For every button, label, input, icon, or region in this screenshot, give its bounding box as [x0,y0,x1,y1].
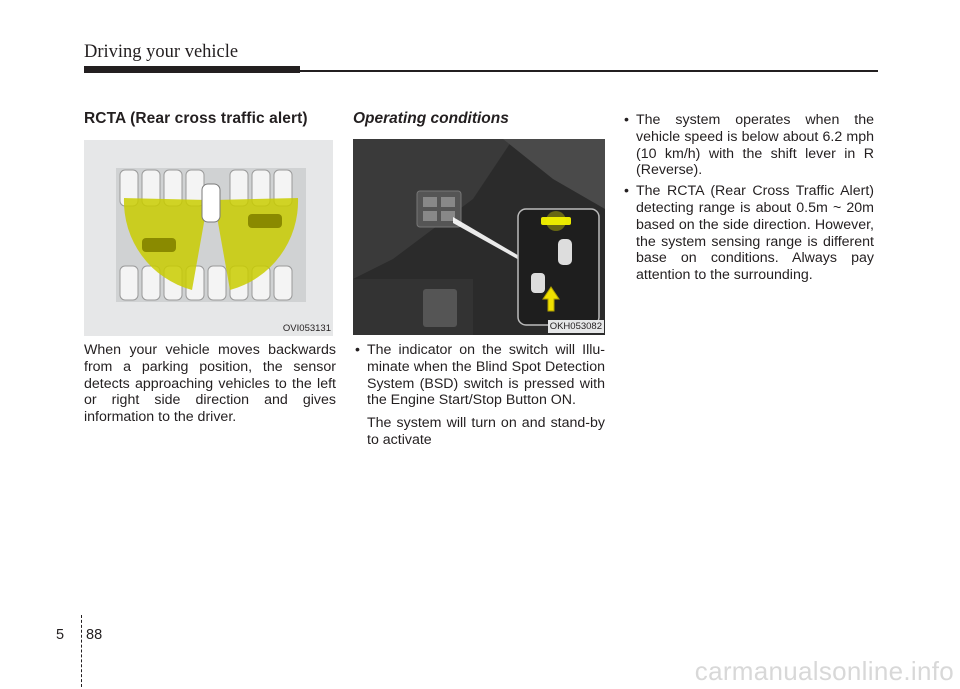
approaching-car-left [142,238,176,252]
parking-lot-illustration [84,140,333,336]
dashboard-illustration [353,139,605,335]
approaching-car-right [248,214,282,228]
column-1 [84,108,336,128]
pedal [423,289,457,327]
operating-conditions-heading: Operating conditions [353,110,509,127]
rcta-heading: RCTA (Rear cross traffic alert) [84,110,308,127]
rcta-parking-figure [84,140,333,336]
page-number: 88 [86,627,103,643]
indicator-bullet: • The indicator on the switch will Illu-minate when the Blind Spot Detection System (BSD) switch is pressed with the Engine Start/Stop Button ON. [353,342,605,409]
column-1-text [84,342,336,426]
column-2-text [353,342,605,449]
header-rule-thick [84,66,300,73]
column-3 [622,112,874,284]
section-number: 5 [56,627,65,643]
standby-note: The system will turn on and stand-by to activate [367,415,605,448]
header-rule-thin [300,70,878,72]
running-header: Driving your vehicle [84,42,239,62]
figure-code: OVI053131 [282,323,331,334]
watermark: carmanualsonline.info [694,656,954,686]
footer-divider [81,615,83,687]
figure-code: OKH053082 [549,321,602,332]
own-vehicle [202,184,220,222]
column-2 [353,108,605,128]
range-bullet: • The RCTA (Rear Cross Traffic Alert) detecting range is about 0.5m ~ 20m based on the side direction. However, the system sensing range is different base on conditions. Always pay attention to the surrounding. [622,183,874,284]
speed-condition-bullet: • The system operates when the vehicle speed is below about 6.2 mph (10 km/h) with the shift lever in R (Reverse). [622,112,874,179]
rcta-description: When your vehicle moves backwards from a parking position, the sensor detects approaching vehicles to the left or right side direction and gives information to the driver. [84,342,336,426]
bsd-switch-figure [353,139,605,335]
